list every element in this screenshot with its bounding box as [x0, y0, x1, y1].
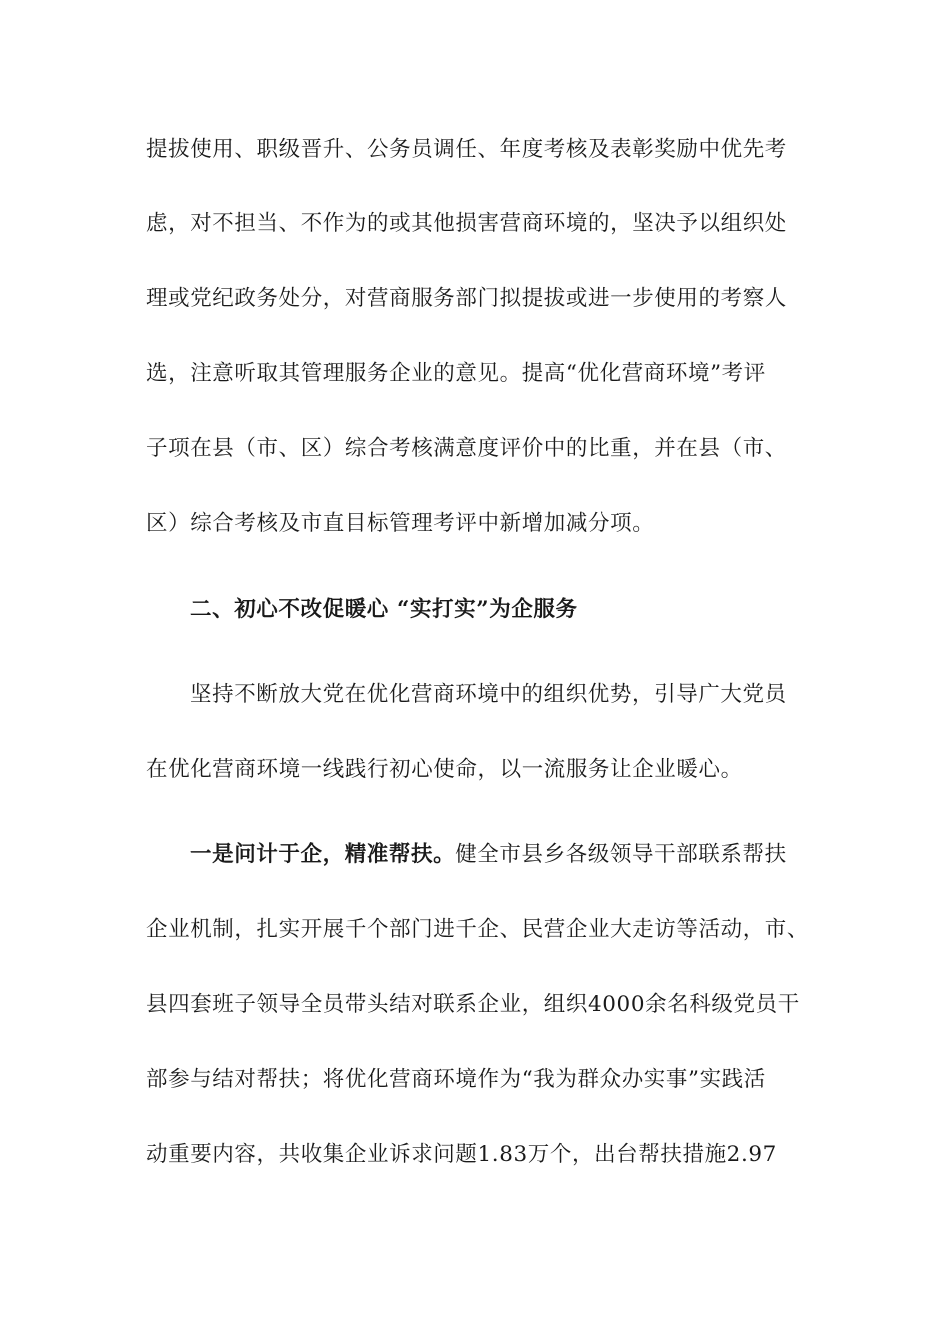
paragraph-3-line-5: 动重要内容，共收集企业诉求问题1.83万个，出台帮扶措施2.97 — [146, 1142, 777, 1167]
paragraph-3-line-4: 部参与结对帮扶；将优化营商环境作为“我为群众办实事”实践活 — [146, 1067, 766, 1092]
paragraph-3-line-3: 县四套班子领导全员带头结对联系企业，组织4000余名科级党员干 — [146, 992, 800, 1017]
paragraph-1-line-6: 区）综合考核及市直目标管理考评中新增加减分项。 — [146, 511, 655, 536]
paragraph-3-line-2: 企业机制，扎实开展千个部门进千企、民营企业大走访等活动，市、 — [146, 917, 810, 942]
paragraph-1-line-1: 提拔使用、职级晋升、公务员调任、年度考核及表彰奖励中优先考 — [146, 137, 787, 162]
paragraph-3-line-1 — [190, 840, 787, 870]
paragraph-1-line-5: 子项在县（市、区）综合考核满意度评价中的比重，并在县（市、 — [146, 436, 787, 461]
paragraph-2-line-2: 在优化营商环境一线践行初心使命，以一流服务让企业暖心。 — [146, 757, 743, 782]
paragraph-3-first-line-rest: 健全市县乡各级领导干部联系帮扶 — [455, 842, 787, 867]
paragraph-1-line-3: 理或党纪政务处分，对营商服务部门拟提拔或进一步使用的考察人 — [146, 286, 787, 311]
paragraph-1-line-2: 虑，对不担当、不作为的或其他损害营商环境的，坚决予以组织处 — [146, 211, 787, 236]
paragraph-2-line-1: 坚持不断放大党在优化营商环境中的组织优势，引导广大党员 — [190, 682, 787, 707]
section-heading: 二、初心不改促暖心 “实打实”为企服务 — [190, 597, 578, 622]
paragraph-1-line-4: 选，注意听取其管理服务企业的意见。提高“优化营商环境”考评 — [146, 361, 766, 386]
paragraph-3-lead-bold: 一是问计于企，精准帮扶。 — [190, 842, 456, 867]
